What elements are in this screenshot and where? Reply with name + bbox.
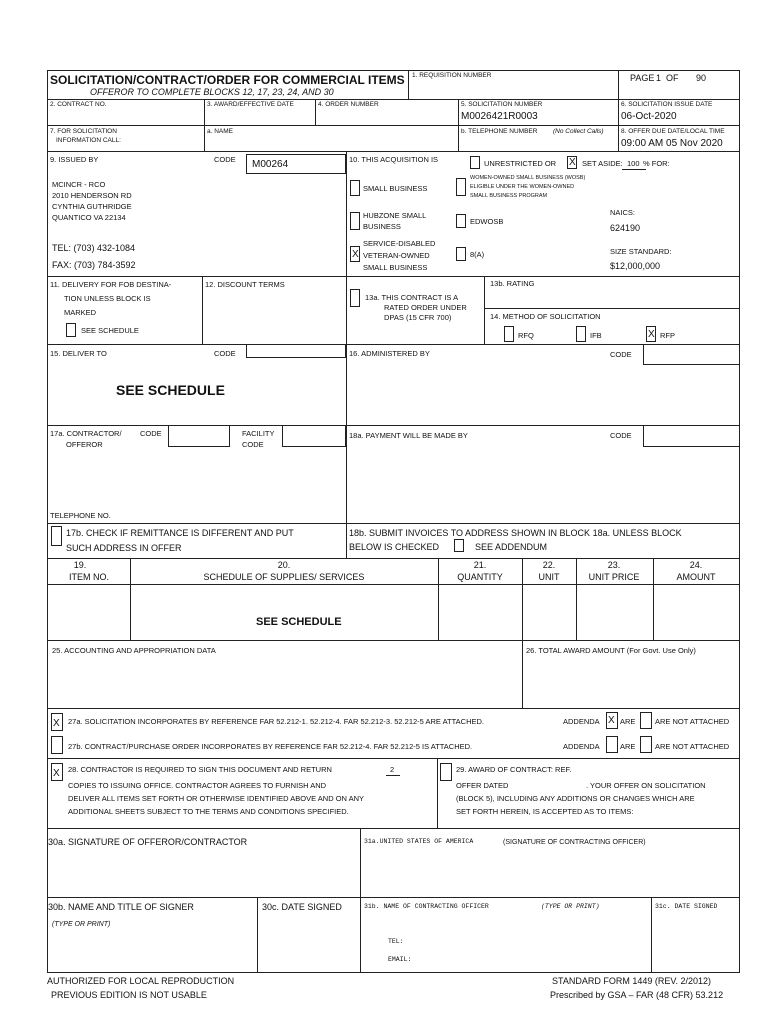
contractor-label-1: 17a. CONTRACTOR/: [50, 429, 122, 438]
facility-label-1: FACILITY: [242, 429, 275, 438]
rfq-label: RFQ: [518, 331, 534, 340]
issued-by-line-4: QUANTICO VA 22134: [52, 213, 126, 222]
issued-by-code: M00264: [252, 159, 289, 170]
col-item-no-header: ITEM NO.: [69, 572, 109, 582]
clause-27a-checkbox[interactable]: [51, 713, 63, 731]
payment-label: 18a. PAYMENT WILL BE MADE BY: [349, 431, 468, 440]
copies-underline: [386, 775, 400, 776]
sdvosb-label-1: SERVICE-DISABLED: [363, 239, 436, 248]
naics-value: 624190: [610, 223, 641, 233]
addenda-27a-are-label: ARE: [620, 717, 636, 726]
remittance-label-1: 17b. CHECK IF REMITTANCE IS DIFFERENT AND PUT: [66, 528, 294, 538]
col-22-number: 22.: [542, 560, 556, 570]
offer-due-label: 8. OFFER DUE DATE/LOCAL TIME: [621, 128, 725, 135]
deliver-to-code-box: [246, 344, 346, 358]
clause-29-line-2: . YOUR OFFER ON SOLICITATION: [586, 781, 706, 790]
ifb-checkbox[interactable]: [576, 326, 586, 342]
rfq-checkbox[interactable]: [504, 326, 514, 342]
contractor-label-2: OFFEROR: [66, 440, 103, 449]
payment-code-label: CODE: [610, 431, 632, 440]
unrestricted-label: UNRESTRICTED OR: [484, 159, 557, 168]
offeror-signature-field[interactable]: [48, 850, 356, 894]
clause-29-offer-dated: OFFER DATED: [456, 781, 509, 790]
addenda-27b-are-label: ARE: [620, 742, 636, 751]
clause-27a-label: 27a. SOLICITATION INCORPORATES BY REFERENCE FAR 52.212-1. 52.212-4. FAR 52.212-3. 52.212-5 ARE ATTACHED.: [68, 717, 484, 726]
items-see-schedule: SEE SCHEDULE: [256, 616, 342, 628]
signature-usa-label: 31a.UNITED STATES OF AMERICA: [364, 838, 474, 845]
addenda-27a-label: ADDENDA: [563, 717, 600, 726]
clause-29-line-3: (BLOCK 5), INCLUDING ANY ADDITIONS OR CHANGES WHICH ARE: [456, 794, 695, 803]
wosb-label-2: ELIGIBLE UNDER THE WOMEN-OWNED: [470, 184, 575, 190]
issued-by-tel: TEL: (703) 432-1084: [52, 243, 136, 253]
issued-by-fax: FAX: (703) 784-3592: [52, 260, 136, 270]
small-business-checkbox[interactable]: [350, 180, 360, 196]
clause-27b-checkbox[interactable]: [51, 736, 63, 754]
total-award-label: 26. TOTAL AWARD AMOUNT (For Govt. Use Only): [526, 646, 696, 655]
edwosb-label: EDWOSB: [470, 217, 504, 226]
col-19-number: 19.: [73, 560, 87, 570]
rfp-label: RFP: [660, 331, 675, 340]
addenda-27a-are-checkbox[interactable]: [606, 712, 618, 729]
footer-previous-edition: PREVIOUS EDITION IS NOT USABLE: [51, 990, 207, 1000]
sdvosb-checkbox[interactable]: [350, 246, 360, 262]
no-collect-calls: (No Collect Calls): [553, 128, 604, 135]
set-aside-check-mark: X: [569, 157, 576, 168]
issued-by-code-label: CODE: [214, 155, 236, 164]
officer-tel-label: TEL:: [388, 938, 404, 945]
col-unit-header: UNIT: [538, 572, 560, 582]
addenda-27a-check-mark: X: [608, 715, 615, 726]
issued-by-line-1: MCINCR - RCO: [52, 180, 106, 189]
deliver-to-see-schedule: SEE SCHEDULE: [116, 382, 225, 398]
clause-28-line-4: ADDITIONAL SHEETS SUBJECT TO THE TERMS AND CONDITIONS SPECIFIED.: [68, 807, 349, 816]
sdvosb-label-2: VETERAN-OWNED: [363, 251, 430, 260]
administered-code-box: [643, 344, 740, 365]
set-aside-checkbox[interactable]: [567, 156, 577, 169]
contractor-code-box: [168, 425, 230, 447]
rfp-checkbox[interactable]: [646, 326, 656, 342]
unrestricted-checkbox[interactable]: [470, 156, 480, 169]
of-label: OF: [666, 73, 679, 83]
ifb-label: IFB: [590, 331, 602, 340]
col-23-number: 23.: [607, 560, 621, 570]
delivery-fob-label-2: TION UNLESS BLOCK IS: [64, 294, 151, 303]
for-info-label-2: INFORMATION CALL:: [56, 137, 121, 144]
naics-label: NAICS:: [610, 208, 636, 217]
officer-type-print: (TYPE OR PRINT): [541, 903, 600, 910]
rated-order-label-3: DPAS (15 CFR 700): [384, 313, 452, 322]
wosb-label-1: WOMEN-OWNED SMALL BUSINESS (WOSB): [470, 175, 586, 181]
hubzone-label-2: BUSINESS: [363, 222, 401, 231]
page-number: 1: [656, 73, 662, 83]
issued-by-label: 9. ISSUED BY: [50, 155, 99, 164]
remittance-checkbox[interactable]: [51, 526, 62, 546]
clause-28-line-2: COPIES TO ISSUING OFFICE. CONTRACTOR AGREES TO FURNISH AND: [68, 781, 327, 790]
rated-order-label-2: RATED ORDER UNDER: [384, 303, 467, 312]
small-business-label: SMALL BUSINESS: [363, 184, 428, 193]
footer-authorized: AUTHORIZED FOR LOCAL REPRODUCTION: [47, 976, 235, 986]
facility-label-2: CODE: [242, 440, 264, 449]
issued-by-line-2: 2010 HENDERSON RD: [52, 191, 132, 200]
contract-no-label: 2. CONTRACT NO.: [50, 101, 107, 108]
submit-invoices-label-1: 18b. SUBMIT INVOICES TO ADDRESS SHOWN IN BLOCK 18a. UNLESS BLOCK: [349, 528, 682, 538]
delivery-fob-label-3: MARKED: [64, 308, 97, 317]
see-schedule-label: SEE SCHEDULE: [81, 326, 139, 335]
administered-code-label: CODE: [610, 350, 632, 359]
rfp-check-mark: X: [648, 329, 655, 340]
see-addendum-label: SEE ADDENDUM: [475, 542, 548, 552]
payment-code-box: [643, 425, 740, 447]
see-addendum-checkbox[interactable]: [454, 539, 464, 552]
rating-label: 13b. RATING: [490, 279, 535, 288]
addenda-27b-are-not-checkbox[interactable]: [640, 736, 652, 753]
signer-name-label: 30b. NAME AND TITLE OF SIGNER: [48, 902, 194, 912]
footer-form-number: STANDARD FORM 1449 (REV. 2/2012): [552, 976, 712, 986]
contracting-officer-name-label: 31b. NAME OF CONTRACTING OFFICER: [364, 903, 489, 910]
requisition-number-label: 1. REQUISITION NUMBER: [412, 72, 492, 79]
sdvosb-label-3: SMALL BUSINESS: [363, 263, 428, 272]
submit-invoices-label-2: BELOW IS CHECKED: [349, 542, 440, 552]
total-pages: 90: [696, 73, 707, 83]
clause-27a-check-mark: X: [53, 718, 60, 729]
set-aside-percent: 100: [627, 159, 640, 168]
name-label: a. NAME: [207, 128, 234, 135]
rated-order-checkbox[interactable]: [350, 289, 360, 307]
contractor-sign-check-mark: X: [53, 768, 60, 779]
discount-terms-label: 12. DISCOUNT TERMS: [205, 280, 285, 289]
see-schedule-checkbox[interactable]: [66, 323, 76, 337]
issued-by-line-3: CYNTHIA GUTHRIDGE: [52, 202, 132, 211]
clause-29-line-4: SET FORTH HEREIN, IS ACCEPTED AS TO ITEMS:: [456, 807, 634, 816]
signature-officer-label: (SIGNATURE OF CONTRACTING OFFICER): [503, 839, 646, 846]
for-info-label: 7. FOR SOLICITATION: [50, 128, 117, 135]
offer-due-date: 09:00 AM 05 Nov 2020: [621, 138, 723, 149]
rated-order-label-1: 13a. THIS CONTRACT IS A: [365, 293, 459, 302]
signature-offeror-label: 30a. SIGNATURE OF OFFEROR/CONTRACTOR: [48, 837, 248, 847]
col-20-number: 20.: [277, 560, 291, 570]
addenda-27b-are-checkbox[interactable]: [606, 736, 618, 753]
phone-label: b. TELEPHONE NUMBER: [461, 128, 538, 135]
wosb-checkbox[interactable]: [456, 178, 466, 196]
issue-date-label: 6. SOLICITATION ISSUE DATE: [621, 101, 713, 108]
percent-for-label: % FOR:: [643, 159, 670, 168]
addenda-27a-are-not-label: ARE NOT ATTACHED: [655, 717, 730, 726]
size-standard-value: $12,000,000: [610, 261, 661, 271]
officer-email-label: EMAIL:: [388, 956, 412, 963]
footer-prescribed-by: Prescribed by GSA – FAR (48 CFR) 53.212: [550, 990, 724, 1000]
administered-by-label: 16. ADMINISTERED BY: [349, 349, 430, 358]
clause-28-line-3: DELIVER ALL ITEMS SET FORTH OR OTHERWISE IDENTIFIED ABOVE AND ON ANY: [68, 794, 365, 803]
award-date-label: 3. AWARD/EFFECTIVE DATE: [207, 101, 294, 108]
addenda-27b-label: ADDENDA: [563, 742, 600, 751]
acquisition-label: 10. THIS ACQUISITION IS: [349, 155, 439, 164]
col-24-number: 24.: [689, 560, 703, 570]
solicitation-number-label: 5. SOLICITATION NUMBER: [461, 101, 543, 108]
remittance-label-2: SUCH ADDRESS IN OFFER: [66, 543, 182, 553]
clause-29-line-1: 29. AWARD OF CONTRACT: REF.: [456, 765, 572, 774]
addenda-27b-are-not-label: ARE NOT ATTACHED: [655, 742, 730, 751]
contractor-sign-checkbox[interactable]: [51, 763, 63, 781]
officer-signature-field[interactable]: [364, 850, 736, 894]
addenda-27a-are-not-checkbox[interactable]: [640, 712, 652, 729]
col-unit-price-header: UNIT PRICE: [588, 572, 640, 582]
order-number-label: 4. ORDER NUMBER: [318, 101, 379, 108]
form-title: SOLICITATION/CONTRACT/ORDER FOR COMMERCIAL ITEMS: [50, 73, 405, 87]
hubzone-checkbox[interactable]: [350, 212, 360, 230]
hubzone-label-1: HUBZONE SMALL: [363, 211, 427, 220]
percent-underline: [622, 169, 646, 170]
date-signed-label: 30c. DATE SIGNED: [262, 902, 342, 912]
signer-type-print: (TYPE OR PRINT): [52, 921, 111, 928]
solicitation-number: M0026421R0003: [461, 111, 538, 122]
set-aside-label: SET ASIDE:: [582, 159, 623, 168]
sdvosb-check-mark: X: [352, 249, 359, 260]
wosb-label-3: SMALL BUSINESS PROGRAM: [470, 193, 548, 199]
telephone-label: TELEPHONE NO.: [50, 511, 111, 520]
col-quantity-header: QUANTITY: [457, 572, 503, 582]
method-label: 14. METHOD OF SOLICITATION: [490, 312, 601, 321]
edwosb-checkbox[interactable]: [456, 214, 466, 228]
officer-date-signed-label: 31c. DATE SIGNED: [655, 903, 718, 910]
page-label: PAGE: [630, 73, 655, 83]
deliver-to-code-label: CODE: [214, 349, 236, 358]
eight-a-label: 8(A): [470, 250, 485, 259]
form-subtitle: OFFEROR TO COMPLETE BLOCKS 12, 17, 23, 24, AND 30: [90, 87, 334, 97]
copies-count: 2: [390, 765, 395, 774]
col-21-number: 21.: [473, 560, 487, 570]
clause-27b-label: 27b. CONTRACT/PURCHASE ORDER INCORPORATES BY REFERENCE FAR 52.212-4. FAR 52.212-5 IS ATTACHED.: [68, 742, 473, 751]
contractor-code-label: CODE: [140, 429, 162, 438]
facility-code-box: [282, 425, 346, 447]
accounting-label: 25. ACCOUNTING AND APPROPRIATION DATA: [52, 646, 216, 655]
delivery-fob-label-1: 11. DELIVERY FOR FOB DESTINA-: [50, 280, 172, 289]
col-schedule-header: SCHEDULE OF SUPPLIES/ SERVICES: [203, 572, 365, 582]
size-standard-label: SIZE STANDARD:: [610, 247, 672, 256]
award-checkbox[interactable]: [440, 763, 452, 781]
col-amount-header: AMOUNT: [676, 572, 716, 582]
deliver-to-label: 15. DELIVER TO: [50, 349, 107, 358]
eight-a-checkbox[interactable]: [456, 247, 466, 261]
issue-date: 06-Oct-2020: [621, 111, 677, 122]
clause-28-line-1: 28. CONTRACTOR IS REQUIRED TO SIGN THIS DOCUMENT AND RETURN: [68, 765, 332, 774]
